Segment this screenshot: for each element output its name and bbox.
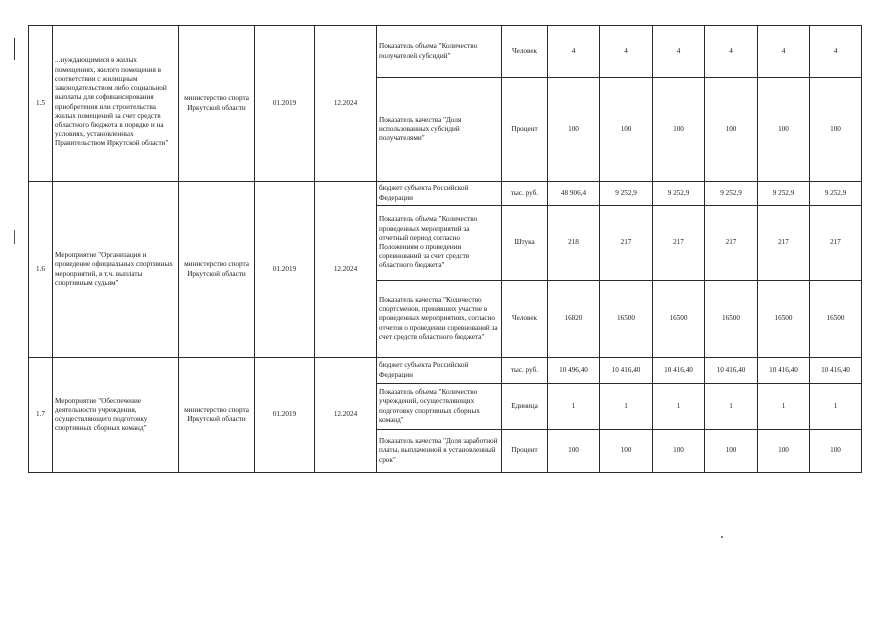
- indicator-name: бюджет субъекта Российской Федерации: [377, 182, 502, 206]
- start-date: 01.2019: [255, 26, 315, 182]
- unit: Единица: [502, 384, 548, 430]
- value-cell: 1: [758, 384, 810, 430]
- value-cell: 9 252,9: [653, 182, 705, 206]
- row-number: 1.5: [29, 26, 53, 182]
- value-cell: 218: [548, 206, 600, 281]
- value-cell: 10 416,40: [600, 358, 653, 384]
- value-cell: 4: [705, 26, 758, 78]
- table-row: [29, 26, 862, 78]
- unit: Штука: [502, 206, 548, 281]
- value-cell: 100: [758, 430, 810, 473]
- value-cell: 16500: [600, 281, 653, 358]
- value-cell: 10 496,40: [548, 358, 600, 384]
- activity-name: Мероприятие "Обеспечение деятельности учреждения, осуществляющего подготовку спортивных сборных команд": [53, 358, 179, 473]
- value-cell: 100: [548, 78, 600, 182]
- value-cell: 217: [705, 206, 758, 281]
- value-cell: 4: [758, 26, 810, 78]
- scan-margin-mark: [14, 38, 15, 60]
- end-date: 12.2024: [315, 358, 377, 473]
- activity-name: Мероприятие "Организация и проведение официальных спортивных мероприятий, в т.ч. выплаты спортивным судьям": [53, 182, 179, 358]
- value-cell: 16500: [653, 281, 705, 358]
- value-cell: 217: [653, 206, 705, 281]
- value-cell: 100: [810, 430, 862, 473]
- end-date: 12.2024: [315, 26, 377, 182]
- value-cell: 1: [705, 384, 758, 430]
- indicator-name: Показатель объема "Количество проведенных мероприятий за отчетный период согласно Положениям о проведении соревнований за счет средств областного бюджета": [377, 206, 502, 281]
- unit: Человек: [502, 281, 548, 358]
- value-cell: 217: [810, 206, 862, 281]
- end-date: 12.2024: [315, 182, 377, 358]
- value-cell: 9 252,9: [705, 182, 758, 206]
- value-cell: 10 416,40: [758, 358, 810, 384]
- value-cell: 1: [600, 384, 653, 430]
- value-cell: 48 906,4: [548, 182, 600, 206]
- executor: министерство спорта Иркутской области: [179, 182, 255, 358]
- value-cell: 9 252,9: [600, 182, 653, 206]
- value-cell: 16820: [548, 281, 600, 358]
- indicator-name: бюджет субъекта Российской Федерации: [377, 358, 502, 384]
- value-cell: 100: [653, 430, 705, 473]
- value-cell: 100: [600, 430, 653, 473]
- scan-speck: [721, 536, 723, 538]
- activity-name-text: соответствии с жилищным законодательством либо социальной выплаты для софинансирования приобретения или строительства жилых помещений за счет средств областного бюджета в порядке и на условиях, установленных Правительством Иркутской области": [55, 74, 169, 148]
- program-activities-table: [28, 25, 862, 473]
- indicator-name: Показатель качества "Доля заработной платы, выплаченной в установленный срок": [377, 430, 502, 473]
- start-date: 01.2019: [255, 182, 315, 358]
- value-cell: 16500: [758, 281, 810, 358]
- unit: Процент: [502, 430, 548, 473]
- row-number: 1.7: [29, 358, 53, 473]
- value-cell: 1: [810, 384, 862, 430]
- value-cell: 217: [758, 206, 810, 281]
- indicator-name: Показатель объема "Количество учреждений, осуществляющих подготовку спортивных сборных команд": [377, 384, 502, 430]
- unit: Человек: [502, 26, 548, 78]
- value-cell: 4: [653, 26, 705, 78]
- indicator-name: Показатель качества "Доля использованных субсидий получателями": [377, 78, 502, 182]
- table-row: [29, 182, 862, 206]
- value-cell: 1: [653, 384, 705, 430]
- value-cell: 4: [810, 26, 862, 78]
- activity-name: [53, 26, 179, 182]
- value-cell: 100: [758, 78, 810, 182]
- value-cell: 100: [600, 78, 653, 182]
- value-cell: 10 416,40: [705, 358, 758, 384]
- scan-margin-mark: [14, 230, 15, 244]
- unit: Процент: [502, 78, 548, 182]
- value-cell: 4: [600, 26, 653, 78]
- executor: министерство спорта Иркутской области: [179, 358, 255, 473]
- row-number: 1.6: [29, 182, 53, 358]
- value-cell: 100: [705, 78, 758, 182]
- value-cell: 100: [810, 78, 862, 182]
- unit: тыс. руб.: [502, 358, 548, 384]
- indicator-name: Показатель объема "Количество получателей субсидий": [377, 26, 502, 78]
- executor: министерство спорта Иркутской области: [179, 26, 255, 182]
- table-row: [29, 358, 862, 384]
- value-cell: 10 416,40: [810, 358, 862, 384]
- value-cell: 100: [653, 78, 705, 182]
- value-cell: 9 252,9: [758, 182, 810, 206]
- activity-name-top: ...нуждающимися в жилых помещениях, жилого помещения в: [55, 56, 162, 74]
- value-cell: 1: [548, 384, 600, 430]
- start-date: 01.2019: [255, 358, 315, 473]
- indicator-name: Показатель качества "Количество спортсменов, принявших участие в проведенных мероприятиях, согласно отчетов о проведении соревнований за счет средств областного бюджета": [377, 281, 502, 358]
- value-cell: 16500: [705, 281, 758, 358]
- value-cell: 100: [548, 430, 600, 473]
- value-cell: 100: [705, 430, 758, 473]
- value-cell: 16500: [810, 281, 862, 358]
- value-cell: 10 416,40: [653, 358, 705, 384]
- unit: тыс. руб.: [502, 182, 548, 206]
- value-cell: 217: [600, 206, 653, 281]
- value-cell: 4: [548, 26, 600, 78]
- value-cell: 9 252,9: [810, 182, 862, 206]
